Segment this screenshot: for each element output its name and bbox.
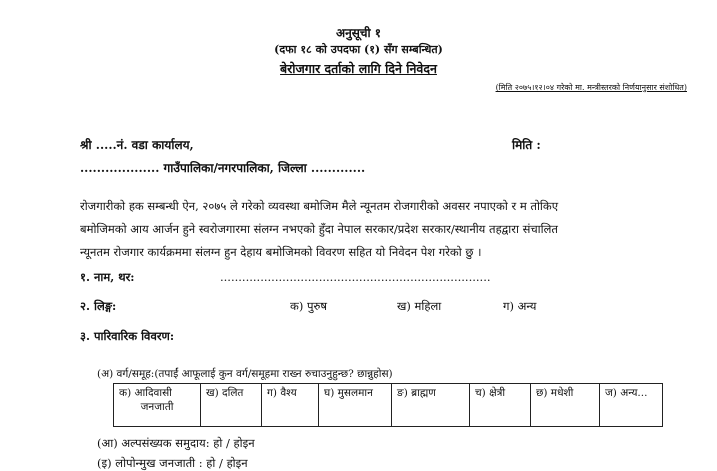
group-option-dalit[interactable]: ख) दलित: [201, 384, 262, 427]
minority-question[interactable]: (आ) अल्पसंख्यक समुदाय: हो / होइन: [97, 436, 255, 450]
family-details-label: ३. पारिवारिक विवरण:: [80, 329, 175, 343]
paragraph-line: न्यूनतम रोजगार कार्यक्रममा संलग्न हुन देहाय बमोजिमको विवरण सहित यो निवेदन पेश गरेको छु ।: [80, 245, 482, 259]
group-option-indigenous[interactable]: क) आदिवासी जनजाती: [114, 384, 201, 427]
group-option-madhesi[interactable]: छ) मधेशी: [531, 384, 600, 427]
gender-option-other[interactable]: ग) अन्य: [503, 299, 537, 313]
group-option-muslim[interactable]: घ) मुसलमान: [319, 384, 392, 427]
paragraph-line: बमोजिमको आय आर्जन हुने स्वरोजगारमा संलग्न नभएको हुँदा नेपाल सरकार/प्रदेश सरकार/स्थानीय तहद्वारा संचालित: [80, 222, 558, 236]
group-option-vaishya[interactable]: ग) वैश्य: [262, 384, 319, 427]
application-paragraph: [80, 195, 692, 264]
gender-option-female[interactable]: ख) महिला: [397, 299, 442, 313]
endangered-question[interactable]: (इ) लोपोन्मुख जनजाती : हो / होइन: [97, 456, 248, 470]
group-option-other[interactable]: ज) अन्य...: [600, 384, 663, 427]
amendment-note: (मिति २०७५।१२।०४ गरेको मा. मन्त्रीस्तरको निर्णयानुसार संशोधित): [495, 83, 687, 92]
municipality-line: ................... गाउँपालिका/नगरपालिका, जिल्ला .............: [80, 161, 366, 175]
section-reference: (दफा १८ को उपदफा (१) सँग सम्बन्धित): [274, 43, 443, 56]
document-title: बेरोजगार दर्ताको लागि दिने निवेदन: [280, 61, 437, 76]
group-option-brahmin[interactable]: ङ) ब्राह्मण: [392, 384, 470, 427]
group-option-kshetri[interactable]: च) क्षेत्री: [470, 384, 531, 427]
schedule-heading: अनुसूची १: [335, 26, 382, 40]
name-field-label: १. नाम, थर:: [80, 270, 135, 284]
group-question: (अ) वर्ग/समूह:(तपाईं आफूलाई कुन वर्ग/समूहमा राख्न रुचाउनुहुन्छ? छान्नुहोस): [97, 368, 393, 380]
gender-field-label: २. लिङ्ग:: [80, 299, 117, 313]
date-label: मिति :: [512, 138, 541, 152]
recipient-office: श्री .....नं. वडा कार्यालय,: [80, 138, 194, 152]
paragraph-line: रोजगारीको हक सम्बन्धी ऐन, २०७५ ले गरेको व्यवस्था बमोजिम मैले न्यूनतम रोजगारीको अवसर नपाएको र म तोकिए: [80, 199, 559, 213]
name-field-blank[interactable]: ..........................................................................: [220, 270, 491, 284]
group-options-table: [113, 383, 663, 427]
gender-option-male[interactable]: क) पुरुष: [290, 299, 328, 313]
